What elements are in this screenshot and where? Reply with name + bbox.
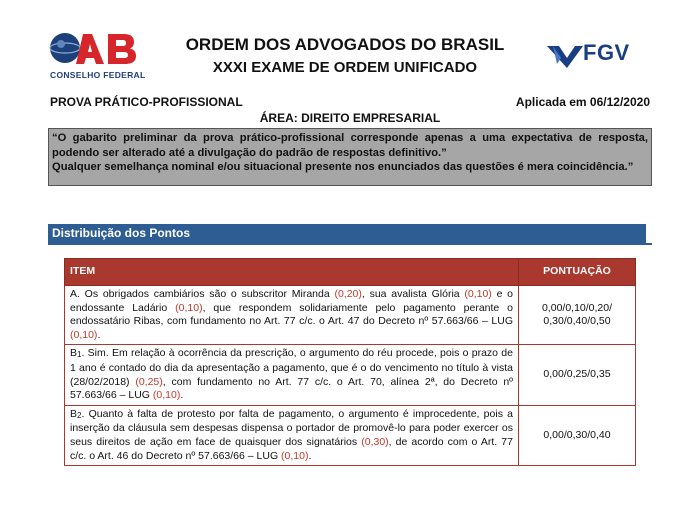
points-value: (0,25) [135,375,163,388]
table-row [65,405,636,465]
points-value: (0,10) [281,449,309,462]
item-label: B [70,347,78,360]
section-divider [48,243,652,245]
score-cell-a [519,286,636,345]
column-header-score: PONTUAÇÃO [519,259,636,286]
item-text: , com fundamento no Art. 77 c/c. o Art. 70, alínea 2ª, do Decreto nº 57.663/66 – LUG [70,375,513,402]
item-text: A. Os obrigados cambiários são o subscritor Miranda [70,288,335,300]
score-distribution-table [64,258,636,466]
item-cell-b2 [65,405,519,465]
fgv-mark-icon [545,42,585,70]
header-title-block [165,35,525,77]
score-cell-b2 [519,405,636,465]
score-value: 0,30/0,40/0,50 [543,315,611,328]
page-title: ORDEM DOS ADVOGADOS DO BRASIL [185,35,505,54]
points-value: (0,20) [334,288,362,300]
points-value: (0,10) [70,328,98,341]
item-text: , sua avalista Glória [361,288,465,300]
score-value: 0,00/0,10/0,20/ [541,301,613,314]
notice-box [48,128,652,186]
item-text: , de acordo com o Art. 77 c/c. o Art. 46 do Decreto nº 57.663/66 – LUG [70,435,513,462]
column-header-item: ITEM [65,259,519,286]
item-cell-b1 [65,345,519,405]
item-text: . [308,449,312,462]
section-heading: Distribuição dos Pontos [48,224,646,243]
points-value: (0,10) [175,301,203,314]
oab-logo-icon [48,30,148,70]
points-value: (0,10) [464,288,492,300]
exam-area: ÁREA: DIREITO EMPRESARIAL [259,111,441,125]
item-text: , que respondem solidariamente pelo pagamento perante o endossatário Ribas, com fundamento no Art. 77 c/c. o Art. 47 do Decreto nº 57.663/66 – LUG [70,301,513,328]
score-value: 0,00/0,25/0,35 [543,368,611,381]
points-value: (0,30) [361,435,389,448]
applied-date: Aplicada em 06/12/2020 [515,95,650,109]
item-text: . [97,328,101,341]
notice-line-1: “O gabarito preliminar da prova prático-profissional corresponde apenas a uma expectativa de resposta, podendo ser alterado até a divulgação do padrão de respostas definitivo.” [52,132,648,159]
item-label: B [70,407,78,420]
score-cell-b1 [519,345,636,405]
item-text: . Quanto à falta de protesto por falta de pagamento, o argumento é improcedente, pois a inserção da cláusula sem despesas dispensa o portador de promovê-lo para poder exercer os seus direitos de ação em face de quaisquer dos signatários [70,407,513,448]
fgv-logo-text: FGV [583,40,630,65]
points-value: (0,10) [152,389,181,402]
item-label-subscript: 1 [77,350,82,360]
item-label-subscript: 2 [77,410,82,420]
item-text: e o endossante Ladário [70,288,513,314]
page-subtitle: XXXI EXAME DE ORDEM UNIFICADO [212,59,478,76]
item-cell-a [65,286,519,345]
item-text: . [180,389,184,402]
table-row [65,286,636,345]
notice-line-2: Qualquer semelhança nominal e/ou situacional presente nos enunciados das questões é mera coincidência.” [52,161,634,173]
exam-type: PROVA PRÁTICO-PROFISSIONAL [50,95,243,109]
table-header-row [65,259,636,286]
table-row [65,345,636,405]
score-value: 0,00/0,30/0,40 [543,428,611,441]
item-text: . Sim. Em relação à ocorrência da prescrição, o argumento do réu procede, pois o prazo de 1 ano é contado do dia da apresentação a pagamento, que é o do vencimento no título à vista (28/02/2018) [70,347,513,388]
oab-caption: CONSELHO FEDERAL [50,70,146,80]
